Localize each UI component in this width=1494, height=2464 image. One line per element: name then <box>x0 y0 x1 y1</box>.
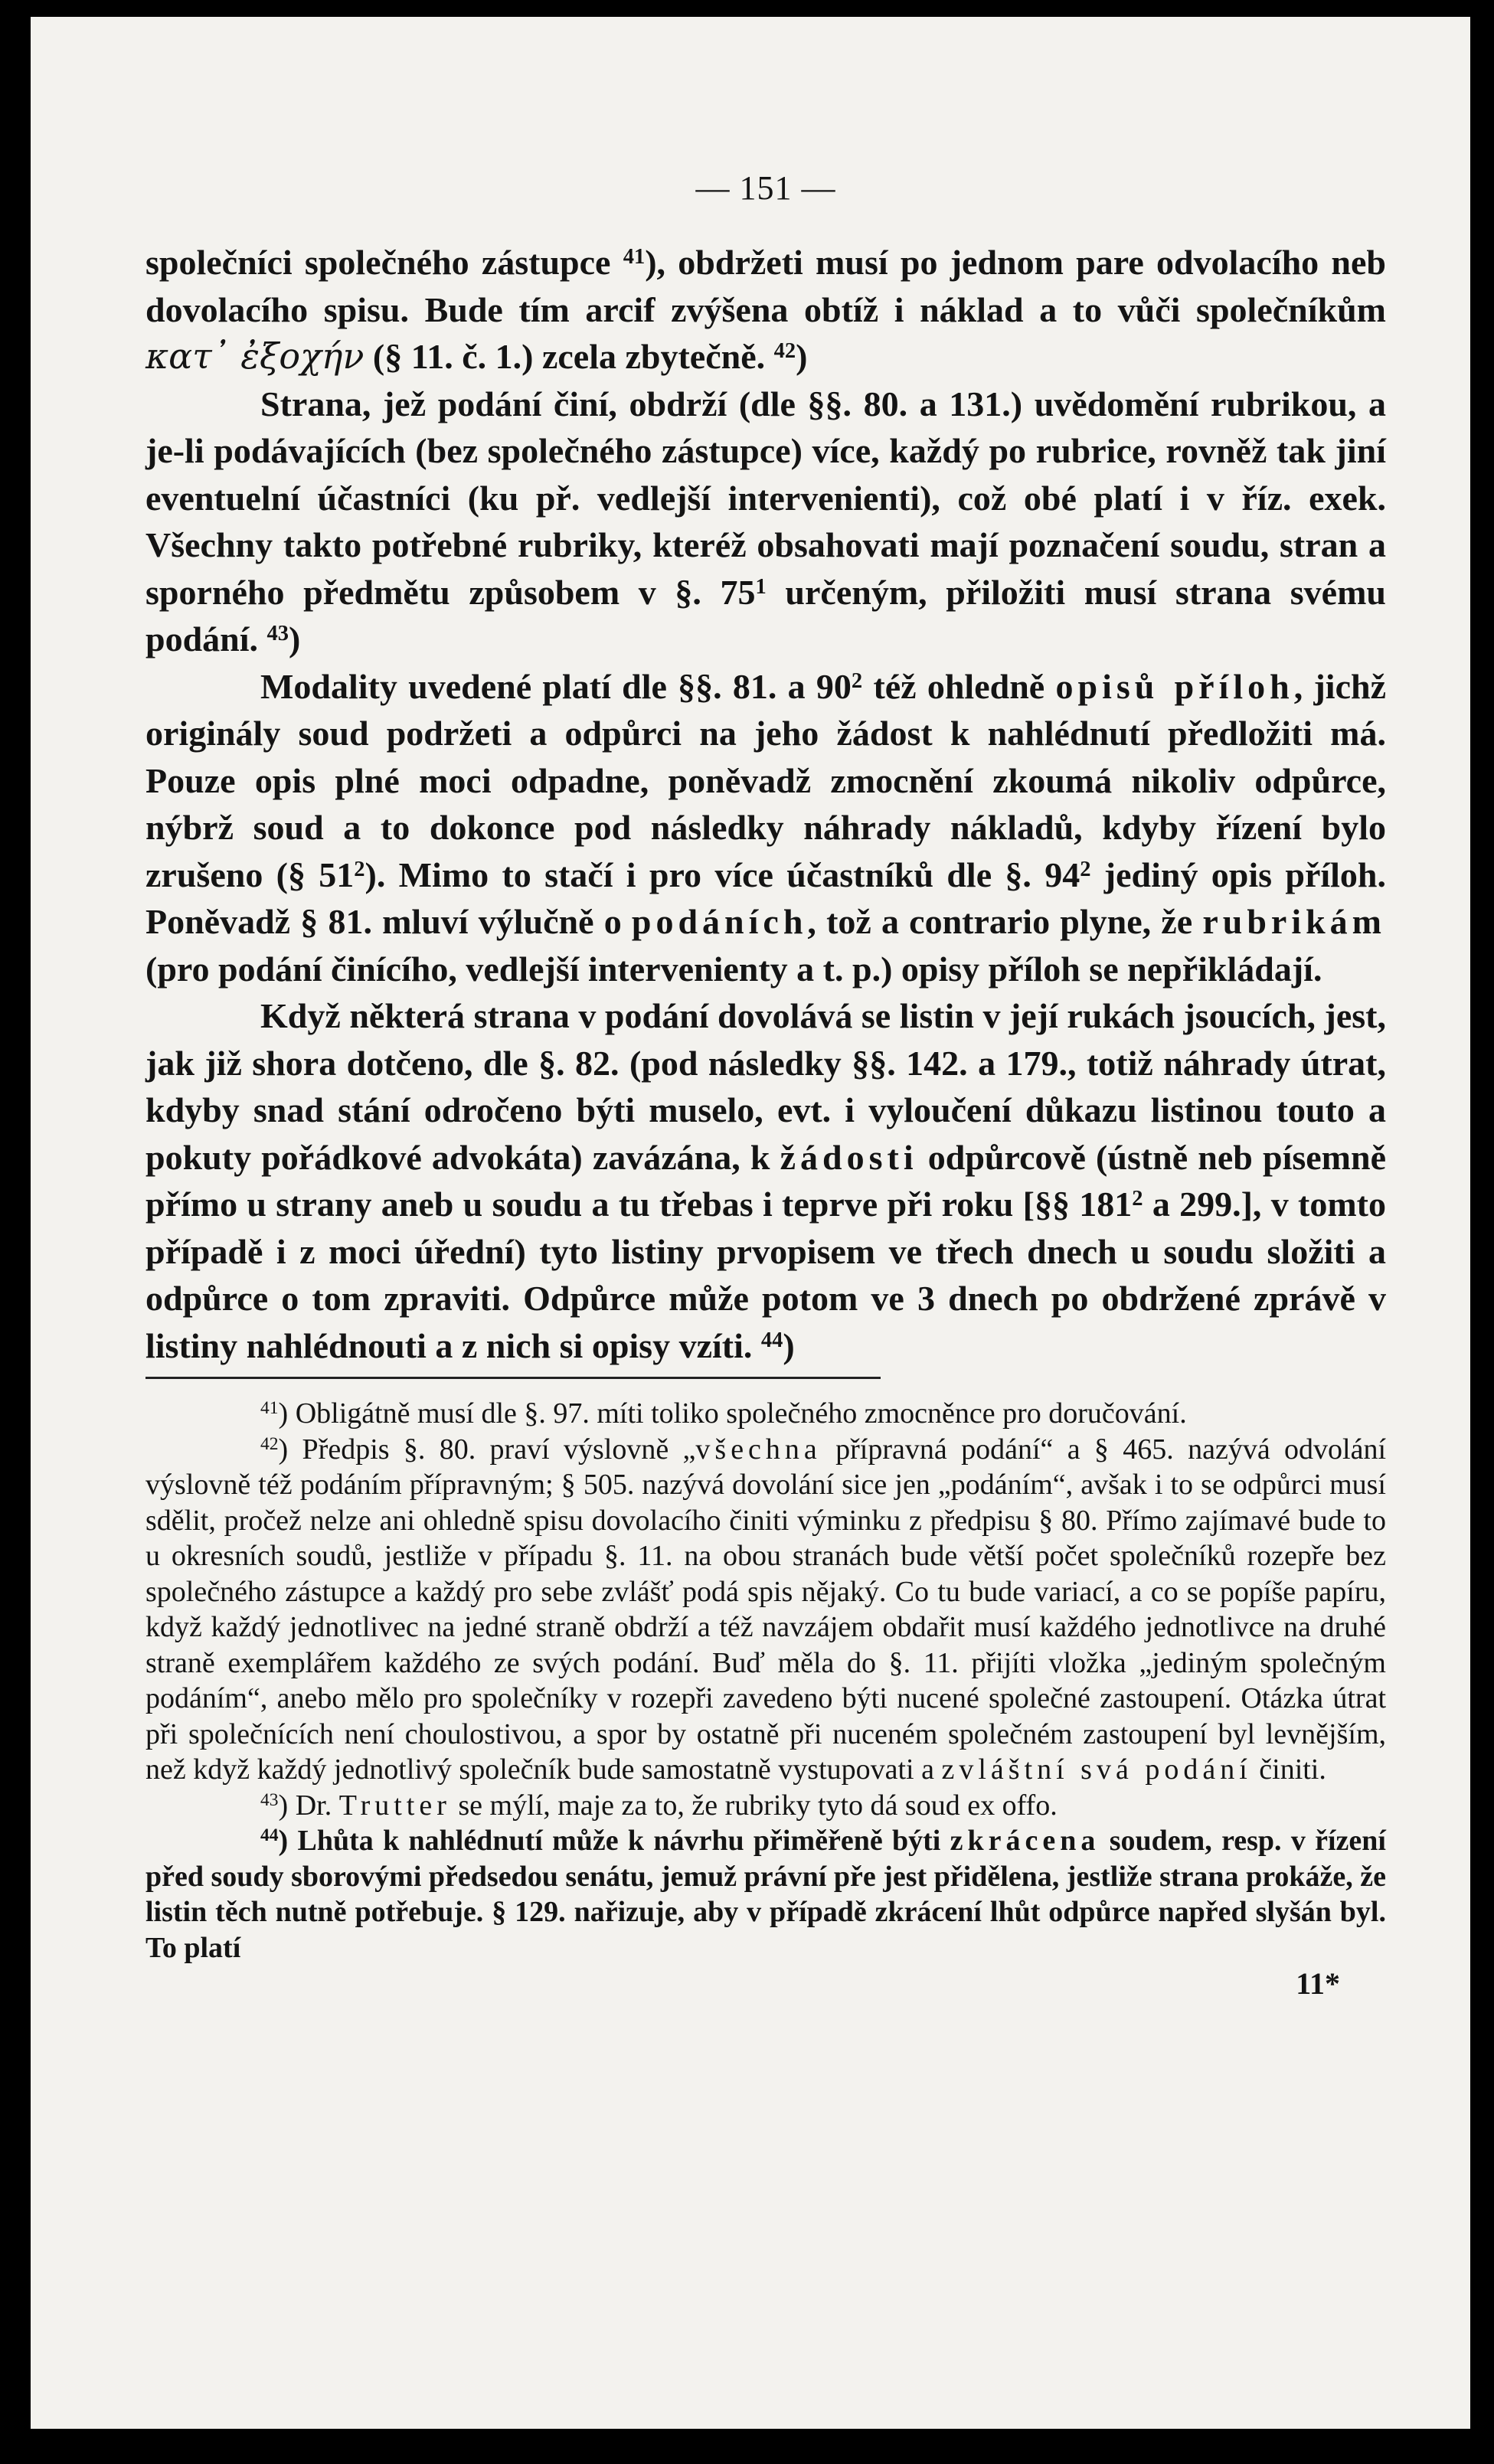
spaced-emphasis: rubrikám <box>1202 902 1386 941</box>
footnote-divider <box>145 1377 881 1379</box>
footnote-ref-43: 43 <box>266 621 289 645</box>
signature-mark: 11* <box>1296 1966 1340 2001</box>
paragraph-3 <box>145 663 1386 993</box>
greek-phrase: κατ᾽ ἐξοχήν <box>145 335 365 377</box>
text-run: , tož a contrario plyne, že <box>807 902 1203 941</box>
text-run: Strana, jež podání činí, obdrží (dle §§. 80. a 131.) uvědomění rubrikou, a je-li podávajících (bez společného zástupce) více, každý po rubrice, rovněž tak jiní eventuelní účastníci (ku př. vedlejší intervenienti), což obé platí i v říz. exek. Všechny takto potřebné rubriky, kteréž obsahovati mají poznačení soudu, stran a sporného předmětu způsobem v §. 75 <box>145 384 1386 612</box>
text-run: odpůrcově (ústně neb písemně přímo u strany aneb u soudu a tu třebas i teprve při roku [§§ 181 <box>145 1137 1387 1224</box>
superscript: 1 <box>755 574 767 599</box>
footnotes <box>145 1396 1386 1966</box>
footnote-text: ) Obligátně musí dle §. 97. míti toliko společného zmocněnce pro doručování. <box>278 1397 1187 1430</box>
text-run: (pro podání činícího, vedlejší intervenienty a t. p.) opisy příloh se nepřikládají. <box>145 949 1322 989</box>
text-run: společníci společného zástupce <box>145 243 623 282</box>
footnote-mark: 41 <box>260 1398 279 1419</box>
paragraph-2 <box>145 381 1386 663</box>
text-run: ), obdržeti musí po jednom pare odvolacího neb dovolacího spisu. Bude tím arcif zvýšena obtíž i náklad a to vůči společníkům <box>145 243 1386 329</box>
footnote-text: soudem, resp. v řízení před soudy sborovými předsedou senátu, jemuž právní pře jest přidělena, jestliže strana prokáže, že listin těch nutně potřebuje. § 129. nařizuje, aby v případě zkrácení lhůt odpůrce napřed slyšán byl. To platí <box>145 1825 1386 1964</box>
text-run: ) <box>783 1325 795 1365</box>
text-run: (§ 11. č. 1.) zcela zbytečně. <box>364 337 774 376</box>
spaced-emphasis: podáních <box>631 902 808 941</box>
superscript: 2 <box>1132 1186 1143 1211</box>
book-page <box>31 17 1470 2429</box>
text-run: ). Mimo to stačí i pro více účastníků dle §. 94 <box>365 855 1080 894</box>
page-number: — 151 — <box>695 169 836 207</box>
text-run: ) <box>289 619 301 658</box>
spaced-emphasis: opisů příloh <box>1055 666 1294 706</box>
text-run: Modality uvedené platí dle §§. 81. a 90 <box>260 666 852 706</box>
footnote-text: ) Předpis §. 80. praví výslovně „ <box>278 1433 696 1466</box>
footnote-ref-44: 44 <box>760 1328 783 1352</box>
footnote-44 <box>145 1823 1386 1966</box>
spaced-emphasis: zkrácena <box>950 1825 1100 1857</box>
text-run: jediný opis příloh. Poněvadž § 81. mluví výlučně o <box>145 855 1387 941</box>
superscript: 2 <box>1080 857 1091 881</box>
text-run: a 299.], v tomto případě i z moci úřední) tyto listiny prvopisem ve třech dnech u soudu složiti a odpůrce o tom zpraviti. Odpůrce může potom ve 3 dnech po obdržené zprávě v listiny nahlédnouti a z nich si opisy vzíti. <box>145 1185 1386 1365</box>
spaced-emphasis: všechna <box>695 1433 822 1466</box>
superscript: 2 <box>354 857 365 881</box>
footnote-text: ) Dr. <box>278 1789 339 1822</box>
text-run: ) <box>796 337 808 376</box>
footnote-mark: 42 <box>260 1433 279 1454</box>
footnote-mark: 43 <box>260 1789 279 1810</box>
main-text <box>145 239 1386 1369</box>
text-run: též ohledně <box>862 666 1056 706</box>
spaced-emphasis: Trutter <box>338 1789 451 1822</box>
paragraph-1 <box>145 239 1386 381</box>
paragraph-4 <box>145 992 1386 1369</box>
footnote-text: činiti. <box>1251 1753 1326 1786</box>
footnote-ref-42: 42 <box>773 338 796 363</box>
text-run: určeným, přiložiti musí strana svému podání. <box>145 572 1386 658</box>
footnote-mark: 44 <box>260 1825 279 1846</box>
footnote-text: ) Lhůta k nahlédnutí může k návrhu přiměřeně býti <box>278 1825 950 1857</box>
footnote-ref-41: 41 <box>623 244 646 269</box>
footnote-42 <box>145 1432 1386 1788</box>
spaced-emphasis: zvláštní svá podání <box>941 1753 1252 1786</box>
text-run: , jichž originály soud podržeti a odpůrci na jeho žádost k nahlédnutí předložiti má. Pouze opis plné moci odpadne, poněvadž zmocnění zkoumá nikoliv odpůrce, nýbrž soud a to dokonce pod následky náhrady nákladů, kdyby řízení bylo zrušeno (§ 51 <box>145 666 1387 894</box>
spaced-emphasis: žádosti <box>780 1137 918 1177</box>
footnote-41 <box>145 1396 1386 1432</box>
footnote-text: přípravná podání“ a § 465. nazývá odvolání výslovně též podáním přípravným; § 505. nazývá dovolání sice jen „podáním“, avšak i to se odpůrci musí sdělit, pročež nelze ani ohledně spisu dovolacího činiti výminku z předpisu § 80. Přímo zajímavé bude to u okresních soudů, jestliže v případu §. 11. na obou stranách bude větší počet společníků rozepře bez společného zástupce a každý pro sebe zvlášť podá spis nějaký. Co tu bude variací, a co se popíše papíru, když každý jednotlivec na jedné straně obdrží a též navzájem obdařit musí každého jednotlivce na druhé straně exemplářem každého ze svých podání. Buď měla do §. 11. přijíti vložka „jediným společným podáním“, anebo mělo pro společníky v rozepři zavedeno býti nucené společné zastoupení. Otázka útrat při společnících není choulostivou, a spor by ostatně při nuceném společném zastoupení byl levnějším, než když každý jednotlivý společník bude samostatně vystupovati a <box>145 1433 1387 1786</box>
superscript: 2 <box>851 668 863 693</box>
footnote-text: se mýlí, maje za to, že rubriky tyto dá soud ex offo. <box>450 1789 1058 1822</box>
text-run: Když některá strana v podání dovolává se listin v její rukách jsoucích, jest, jak již shora dotčeno, dle §. 82. (pod následky §§. 142. a 179., totiž náhrady útrat, kdyby snad stání odročeno býti muselo, evt. i vyloučení důkazu listinou touto a pokuty pořádkové advokáta) zavázána, k <box>145 996 1386 1177</box>
footnote-43 <box>145 1788 1386 1824</box>
